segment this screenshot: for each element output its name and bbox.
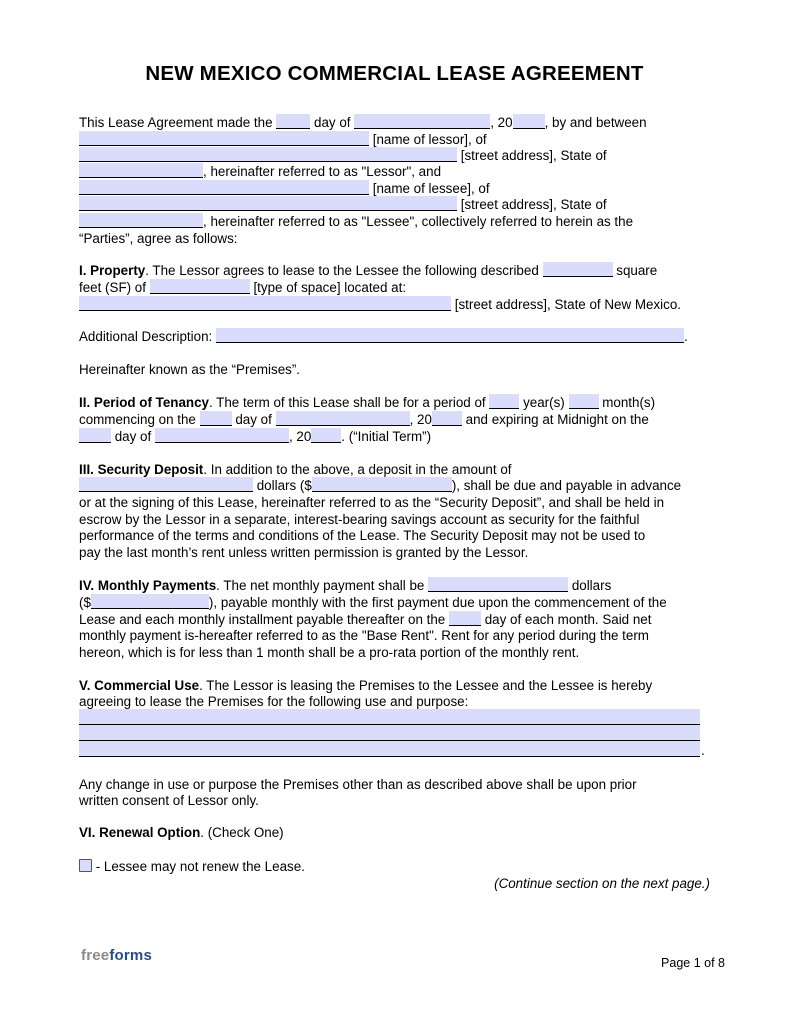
property-text: [street address], State of New Mexico. [454, 297, 681, 312]
additional-description-label: Additional Description: [79, 329, 213, 344]
intro-text: [name of lessor], of [372, 132, 487, 147]
additional-description-field[interactable] [216, 328, 684, 343]
additional-description-line [79, 328, 688, 345]
continue-note: (Continue section on the next page.) [494, 876, 710, 891]
intro-line-4 [79, 163, 441, 180]
end-year-field[interactable] [311, 428, 341, 443]
intro-line-6 [79, 196, 607, 213]
use-purpose-period: . [701, 743, 705, 758]
lessor-address-field[interactable] [79, 147, 457, 162]
intro-text: day of [314, 115, 351, 130]
deposit-line-1 [79, 461, 511, 478]
deposit-amount-field[interactable] [312, 477, 452, 492]
section-heading-deposit: III. Security Deposit [79, 462, 204, 477]
intro-line-2 [79, 131, 487, 148]
commercial-line-2: agreeing to lease the Premises for the following use and purpose: [79, 694, 469, 709]
monthly-line-2 [79, 594, 667, 611]
commercial-line-1 [79, 677, 652, 694]
intro-line-8: “Parties”, agree as follows: [79, 231, 238, 246]
tenancy-line-1 [79, 394, 655, 411]
deposit-line-4: escrow by the Lessor in a separate, interest-bearing savings account as security for the faithful [79, 512, 640, 527]
intro-line-3 [79, 147, 607, 164]
monthly-line-1 [79, 577, 611, 594]
commercial-text: . The Lessor is leasing the Premises to the Lessee and the Lessee is hereby [199, 678, 653, 693]
intro-line-1 [79, 114, 647, 131]
start-year-field[interactable] [432, 411, 462, 426]
section-heading-renewal: VI. Renewal Option [79, 825, 201, 840]
intro-text: [name of lessee], of [372, 181, 490, 196]
tenancy-text: , 20 [288, 429, 312, 444]
property-text: . The Lessor agrees to lease to the Lessee the following described [145, 263, 539, 278]
monthly-text: dollars [571, 578, 612, 593]
intro-text: [street address], State of [460, 197, 607, 212]
tenancy-text: and expiring at Midnight on the [465, 412, 649, 427]
monthly-text: ), payable monthly with the first payment due upon the commencement of the [208, 595, 667, 610]
tenancy-text: year(s) [523, 395, 565, 410]
intro-text: , 20 [490, 115, 513, 130]
intro-text: , by and between [544, 115, 647, 130]
use-purpose-field-3[interactable] [79, 741, 700, 757]
property-line-1 [79, 262, 657, 279]
deposit-text: . In addition to the above, a deposit in the amount of [203, 462, 512, 477]
section-heading-property: I. Property [79, 263, 146, 278]
monthly-text: ($ [79, 595, 91, 610]
monthly-line-4: monthly payment is-hereafter referred to as the "Base Rent". Rent for any period during the term [79, 628, 649, 643]
lessee-address-field[interactable] [79, 196, 457, 211]
renewal-option-1 [79, 858, 305, 875]
deposit-line-3: or at the signing of this Lease, hereinafter referred to as the “Security Deposit”, and shall be held in [79, 495, 665, 510]
rent-amount-field[interactable] [91, 594, 209, 609]
year-field[interactable] [513, 114, 545, 129]
deposit-line-6: pay the last month’s rent unless written permission is granted by the Lessor. [79, 545, 529, 560]
end-month-field[interactable] [155, 428, 289, 443]
property-line-3 [79, 296, 681, 313]
renewal-option-label: - Lessee may not renew the Lease. [92, 859, 305, 874]
tenancy-text: month(s) [602, 395, 656, 410]
renewal-line [79, 824, 284, 841]
document-title: NEW MEXICO COMMERCIAL LEASE AGREEMENT [145, 62, 644, 85]
lessee-name-field[interactable] [79, 180, 369, 195]
intro-text: , hereinafter referred to as "Lessee", collectively referred to herein as the [203, 214, 634, 229]
square-feet-field[interactable] [543, 262, 613, 277]
tenancy-text: , 20 [409, 412, 432, 427]
tenancy-text: day of [114, 429, 152, 444]
tenancy-line-3 [79, 428, 431, 445]
property-address-field[interactable] [79, 296, 451, 311]
tenancy-text: day of [235, 412, 272, 427]
payment-day-field[interactable] [449, 611, 481, 626]
monthly-line-3 [79, 611, 651, 628]
monthly-text: day of each month. Said net [484, 612, 652, 627]
section-heading-commercial: V. Commercial Use [79, 678, 200, 693]
lessor-state-field[interactable] [79, 163, 203, 178]
property-text: feet (SF) of [79, 280, 146, 295]
end-day-field[interactable] [79, 428, 111, 443]
space-type-field[interactable] [150, 279, 250, 294]
intro-text: , hereinafter referred to as "Lessor", and [203, 164, 442, 179]
use-purpose-field-2[interactable] [79, 725, 700, 741]
start-month-field[interactable] [276, 411, 410, 426]
intro-text: [street address], State of [460, 148, 607, 163]
change-line-2: written consent of Lessor only. [79, 793, 259, 808]
freeforms-logo [81, 947, 152, 964]
period: . [683, 329, 688, 344]
tenancy-text: commencing on the [79, 412, 196, 427]
section-heading-monthly: IV. Monthly Payments [79, 578, 217, 593]
deposit-line-2 [79, 477, 681, 494]
tenancy-text: . (“Initial Term”) [341, 429, 432, 444]
renewal-text: . (Check One) [200, 825, 284, 840]
property-text: square [616, 263, 658, 278]
lessor-name-field[interactable] [79, 131, 369, 146]
lessee-state-field[interactable] [79, 213, 203, 228]
property-line-2 [79, 279, 406, 296]
intro-text: This Lease Agreement made the [79, 115, 273, 130]
premises-line: Hereinafter known as the “Premises”. [79, 362, 301, 377]
logo-free: free [81, 947, 110, 964]
section-heading-tenancy: II. Period of Tenancy [79, 395, 209, 410]
monthly-line-5: hereon, which is for less than 1 month shall be a pro-rata portion of the monthly rent. [79, 645, 580, 660]
deposit-line-5: performance of the terms and conditions of the Lease. The Security Deposit may not be used to [79, 528, 646, 543]
property-text: [type of space] located at: [253, 280, 407, 295]
intro-line-5 [79, 180, 490, 197]
deposit-words-field[interactable] [79, 477, 253, 492]
deposit-text: ), shall be due and payable in advance [451, 478, 682, 493]
monthly-text: Lease and each monthly installment payable thereafter on the [79, 612, 446, 627]
months-field[interactable] [569, 394, 599, 409]
start-day-field[interactable] [200, 411, 232, 426]
use-purpose-field-1[interactable] [79, 709, 700, 725]
deposit-text: dollars ($ [256, 478, 312, 493]
month-field[interactable] [354, 114, 490, 129]
tenancy-line-2 [79, 411, 649, 428]
rent-words-field[interactable] [428, 577, 568, 592]
years-field[interactable] [489, 394, 519, 409]
page-number: Page 1 of 8 [661, 956, 725, 970]
intro-line-7 [79, 213, 633, 230]
day-field[interactable] [276, 114, 310, 129]
no-renew-checkbox[interactable] [79, 859, 92, 872]
monthly-text: . The net monthly payment shall be [216, 578, 425, 593]
tenancy-text: . The term of this Lease shall be for a period of [208, 395, 486, 410]
logo-forms: forms [109, 947, 153, 964]
change-line-1: Any change in use or purpose the Premises other than as described above shall be upon prior [79, 777, 637, 792]
